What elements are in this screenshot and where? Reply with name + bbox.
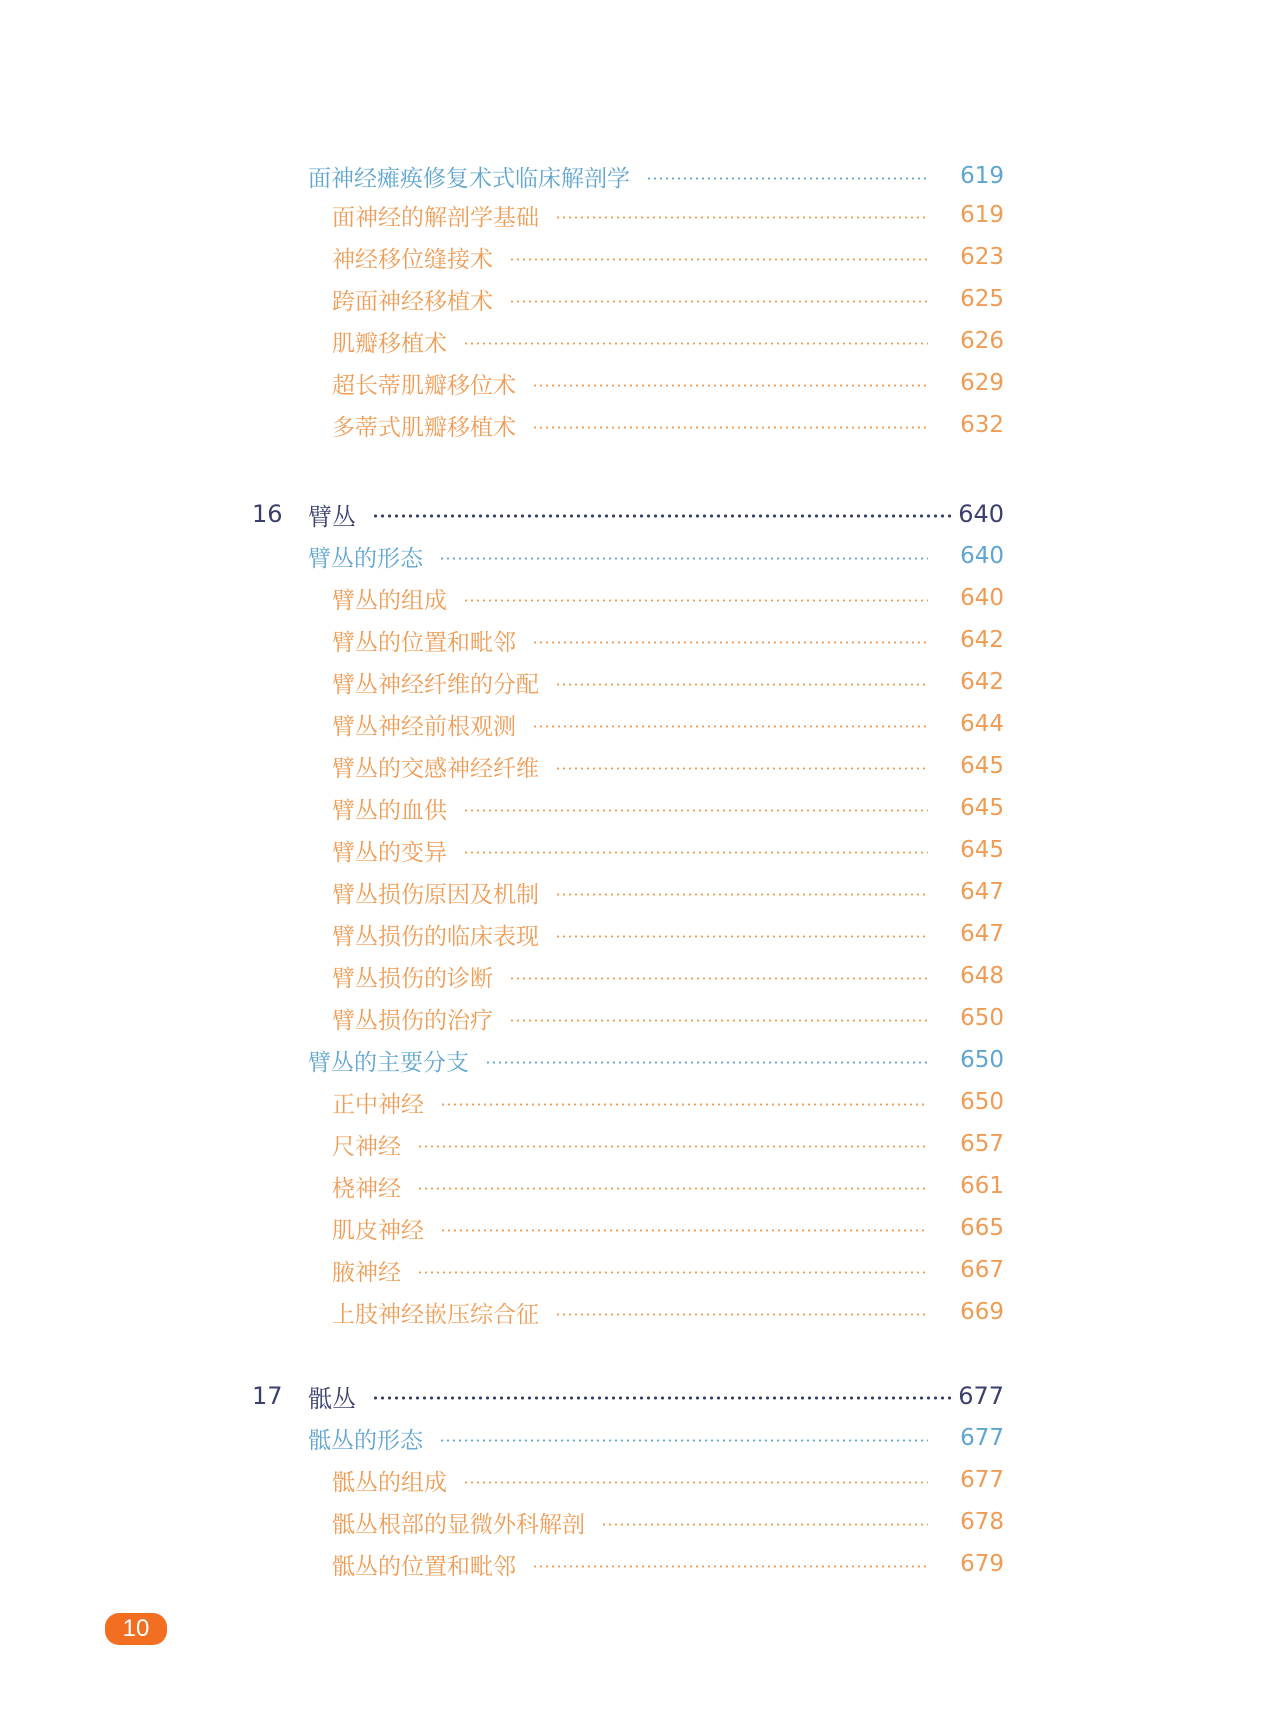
dot-leader bbox=[463, 809, 928, 812]
entry-page: 657 bbox=[960, 1131, 1004, 1157]
entry-title: 神经移位缝接术 bbox=[332, 246, 493, 273]
dot-leader bbox=[532, 384, 928, 387]
toc-subsection-entry[interactable] bbox=[332, 365, 1004, 401]
entry-title: 臂丛损伤的临床表现 bbox=[332, 923, 539, 950]
chapter-number: 17 bbox=[252, 1382, 283, 1410]
toc-subsection-entry[interactable] bbox=[332, 1252, 1004, 1288]
entry-page: 642 bbox=[960, 627, 1004, 653]
entry-page: 645 bbox=[960, 753, 1004, 779]
dot-leader bbox=[417, 1187, 928, 1190]
dot-leader bbox=[532, 1565, 928, 1568]
toc-subsection-entry[interactable] bbox=[332, 1294, 1004, 1330]
entry-title: 臂丛损伤原因及机制 bbox=[332, 881, 539, 908]
toc-subsection-entry[interactable] bbox=[332, 748, 1004, 784]
toc-subsection-entry[interactable] bbox=[332, 1168, 1004, 1204]
entry-page: 619 bbox=[960, 163, 1004, 189]
entry-page: 640 bbox=[960, 543, 1004, 569]
dot-leader bbox=[439, 1439, 928, 1442]
entry-title: 超长蒂肌瓣移位术 bbox=[332, 372, 516, 399]
dot-leader bbox=[417, 1271, 928, 1274]
toc-subsection-entry[interactable] bbox=[332, 916, 1004, 952]
entry-page: 623 bbox=[960, 244, 1004, 270]
entry-title: 骶丛的组成 bbox=[332, 1469, 447, 1496]
dot-leader bbox=[440, 1103, 928, 1106]
toc-subsection-entry[interactable] bbox=[332, 1210, 1004, 1246]
entry-title: 正中神经 bbox=[332, 1091, 424, 1118]
toc-subsection-entry[interactable] bbox=[332, 1000, 1004, 1036]
toc-subsection-entry[interactable] bbox=[332, 832, 1004, 868]
entry-page: 650 bbox=[960, 1005, 1004, 1031]
dot-leader bbox=[485, 1061, 928, 1064]
toc-chapter-entry[interactable] bbox=[252, 1378, 1004, 1414]
dot-leader bbox=[463, 1481, 928, 1484]
entry-page: 677 bbox=[958, 1382, 1004, 1410]
dot-leader bbox=[440, 1229, 928, 1232]
dot-leader bbox=[463, 342, 928, 345]
entry-page: 648 bbox=[960, 963, 1004, 989]
entry-page: 677 bbox=[960, 1467, 1004, 1493]
toc-subsection-entry[interactable] bbox=[332, 1084, 1004, 1120]
entry-title: 臂丛的形态 bbox=[308, 545, 423, 572]
toc-subsection-entry[interactable] bbox=[332, 790, 1004, 826]
entry-page: 644 bbox=[960, 711, 1004, 737]
dot-leader bbox=[555, 893, 928, 896]
dot-leader bbox=[509, 300, 928, 303]
entry-page: 679 bbox=[960, 1551, 1004, 1577]
toc-subsection-entry[interactable] bbox=[332, 281, 1004, 317]
entry-title: 臂丛的组成 bbox=[332, 587, 447, 614]
dot-leader bbox=[509, 258, 928, 261]
toc-subsection-entry[interactable] bbox=[332, 197, 1004, 233]
entry-title: 骶丛的位置和毗邻 bbox=[332, 1553, 516, 1580]
entry-page: 665 bbox=[960, 1215, 1004, 1241]
entry-title: 肌皮神经 bbox=[332, 1217, 424, 1244]
toc-chapter-entry[interactable] bbox=[252, 496, 1004, 532]
dot-leader bbox=[555, 767, 928, 770]
toc-subsection-entry[interactable] bbox=[332, 1504, 1004, 1540]
dot-leader bbox=[417, 1145, 928, 1148]
dot-leader bbox=[532, 641, 928, 644]
entry-page: 619 bbox=[960, 202, 1004, 228]
entry-page: 626 bbox=[960, 328, 1004, 354]
entry-page: 645 bbox=[960, 795, 1004, 821]
dot-leader bbox=[601, 1523, 928, 1526]
toc-subsection-entry[interactable] bbox=[332, 664, 1004, 700]
dot-leader bbox=[646, 177, 928, 180]
dot-leader bbox=[555, 683, 928, 686]
page-number-badge: 10 bbox=[105, 1613, 167, 1645]
entry-title: 桡神经 bbox=[332, 1175, 401, 1202]
toc-subsection-entry[interactable] bbox=[332, 1126, 1004, 1162]
toc-subsection-entry[interactable] bbox=[332, 874, 1004, 910]
entry-page: 678 bbox=[960, 1509, 1004, 1535]
toc-subsection-entry[interactable] bbox=[332, 1462, 1004, 1498]
dot-leader bbox=[439, 557, 928, 560]
entry-title: 多蒂式肌瓣移植术 bbox=[332, 414, 516, 441]
entry-title: 臂丛的主要分支 bbox=[308, 1049, 469, 1076]
entry-page: 640 bbox=[958, 500, 1004, 528]
entry-page: 667 bbox=[960, 1257, 1004, 1283]
toc-subsection-entry[interactable] bbox=[332, 1546, 1004, 1582]
entry-title: 臂丛的位置和毗邻 bbox=[332, 629, 516, 656]
entry-title: 臂丛的交感神经纤维 bbox=[332, 755, 539, 782]
dot-leader bbox=[509, 1019, 928, 1022]
toc-section-entry[interactable] bbox=[308, 158, 1004, 194]
dot-leader bbox=[463, 599, 928, 602]
dot-leader bbox=[509, 977, 928, 980]
entry-page: 640 bbox=[960, 585, 1004, 611]
entry-title: 腋神经 bbox=[332, 1259, 401, 1286]
dot-leader bbox=[463, 851, 928, 854]
entry-page: 629 bbox=[960, 370, 1004, 396]
entry-title: 面神经的解剖学基础 bbox=[332, 204, 539, 231]
dot-leader bbox=[372, 514, 952, 518]
entry-title: 尺神经 bbox=[332, 1133, 401, 1160]
entry-page: 645 bbox=[960, 837, 1004, 863]
entry-page: 650 bbox=[960, 1089, 1004, 1115]
entry-title: 臂丛损伤的治疗 bbox=[332, 1007, 493, 1034]
toc-subsection-entry[interactable] bbox=[332, 407, 1004, 443]
entry-title: 骶丛的形态 bbox=[308, 1427, 423, 1454]
dot-leader bbox=[555, 216, 928, 219]
chapter-number: 16 bbox=[252, 500, 283, 528]
toc-subsection-entry[interactable] bbox=[332, 580, 1004, 616]
entry-title: 臂丛 bbox=[308, 502, 356, 531]
toc-subsection-entry[interactable] bbox=[332, 706, 1004, 742]
entry-title: 臂丛损伤的诊断 bbox=[332, 965, 493, 992]
entry-page: 677 bbox=[960, 1425, 1004, 1451]
entry-page: 650 bbox=[960, 1047, 1004, 1073]
dot-leader bbox=[372, 1396, 952, 1400]
toc-section-entry[interactable] bbox=[308, 1420, 1004, 1456]
dot-leader bbox=[555, 935, 928, 938]
toc-subsection-entry[interactable] bbox=[332, 958, 1004, 994]
toc-subsection-entry[interactable] bbox=[332, 622, 1004, 658]
entry-title: 面神经瘫痪修复术式临床解剖学 bbox=[308, 165, 630, 192]
entry-page: 642 bbox=[960, 669, 1004, 695]
entry-title: 上肢神经嵌压综合征 bbox=[332, 1301, 539, 1328]
entry-title: 臂丛神经前根观测 bbox=[332, 713, 516, 740]
entry-title: 骶丛根部的显微外科解剖 bbox=[332, 1511, 585, 1538]
toc-subsection-entry[interactable] bbox=[332, 239, 1004, 275]
dot-leader bbox=[555, 1313, 928, 1316]
entry-page: 661 bbox=[960, 1173, 1004, 1199]
entry-page: 647 bbox=[960, 879, 1004, 905]
toc-section-entry[interactable] bbox=[308, 1042, 1004, 1078]
toc-section-entry[interactable] bbox=[308, 538, 1004, 574]
dot-leader bbox=[532, 725, 928, 728]
entry-title: 跨面神经移植术 bbox=[332, 288, 493, 315]
entry-title: 臂丛的血供 bbox=[332, 797, 447, 824]
entry-title: 骶丛 bbox=[308, 1384, 356, 1413]
entry-page: 647 bbox=[960, 921, 1004, 947]
entry-title: 肌瓣移植术 bbox=[332, 330, 447, 357]
entry-title: 臂丛神经纤维的分配 bbox=[332, 671, 539, 698]
dot-leader bbox=[532, 426, 928, 429]
toc-subsection-entry[interactable] bbox=[332, 323, 1004, 359]
entry-page: 669 bbox=[960, 1299, 1004, 1325]
entry-title: 臂丛的变异 bbox=[332, 839, 447, 866]
entry-page: 625 bbox=[960, 286, 1004, 312]
entry-page: 632 bbox=[960, 412, 1004, 438]
